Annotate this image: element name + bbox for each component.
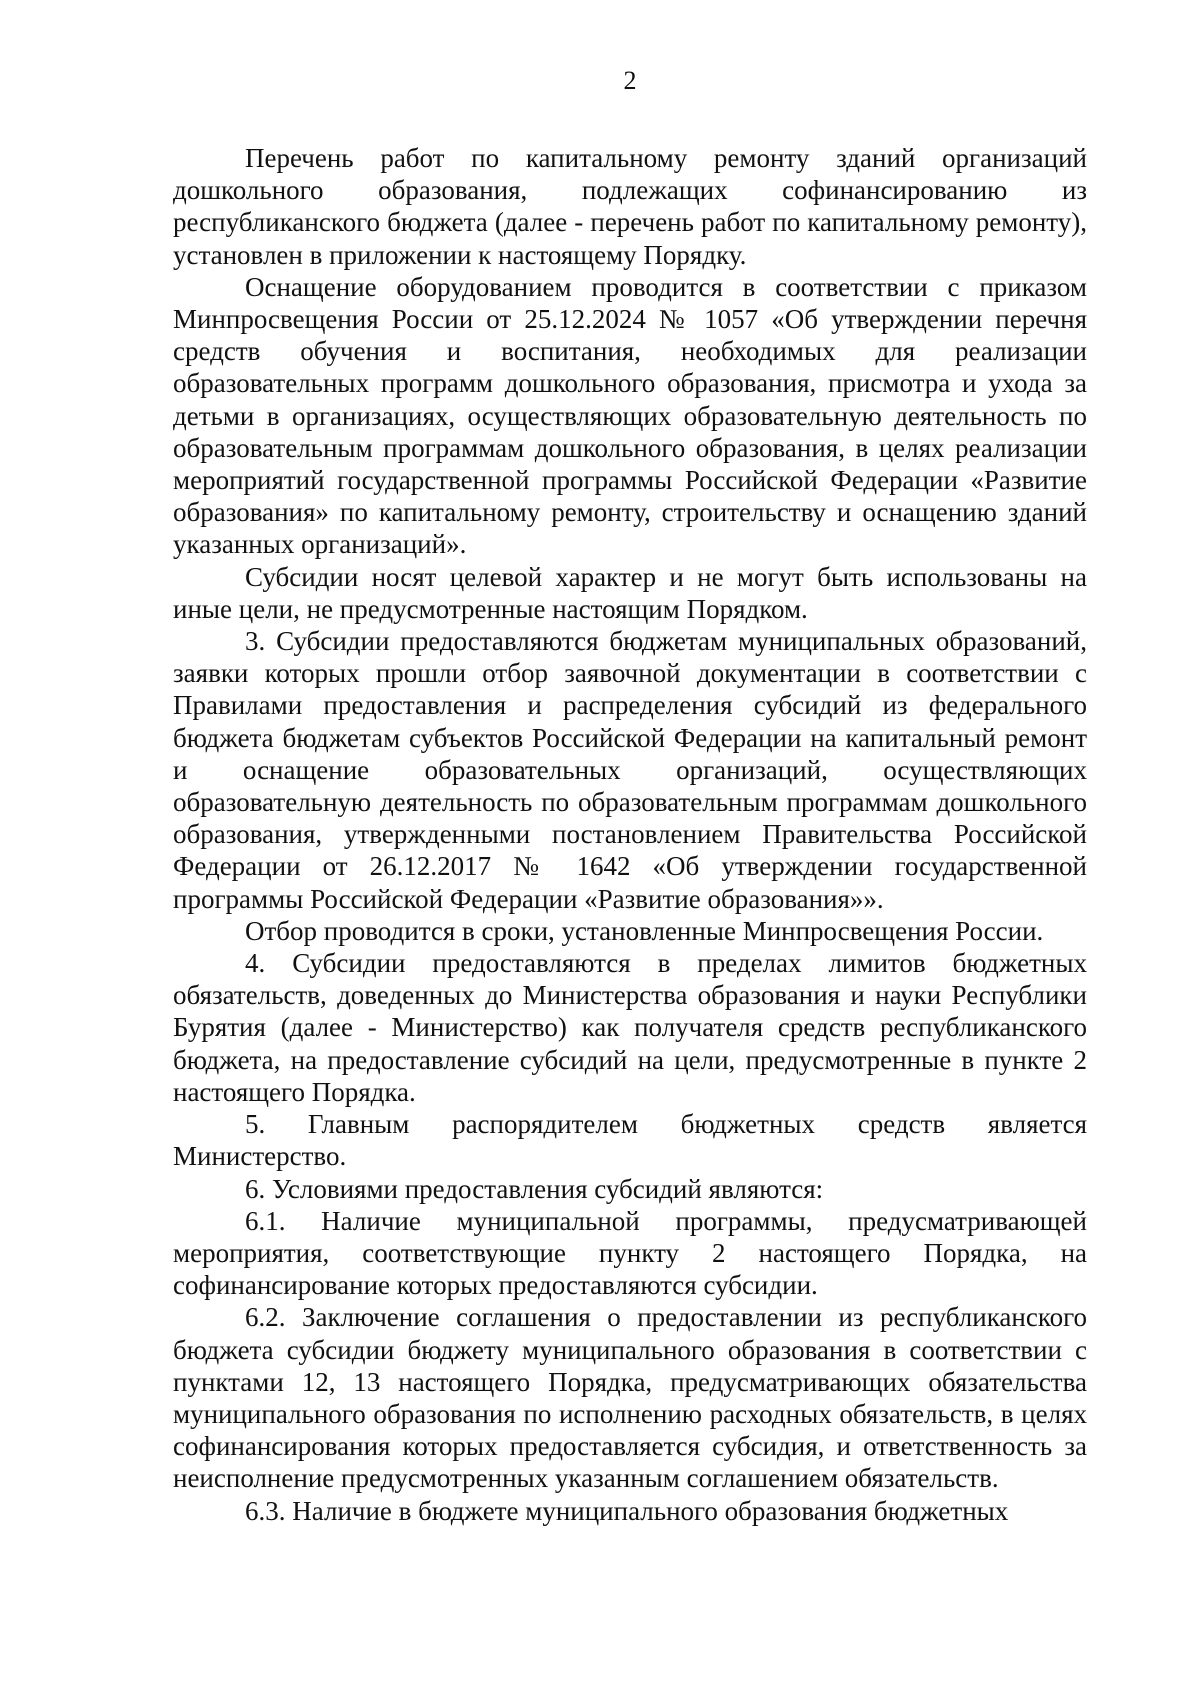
paragraph-equipment: Оснащение оборудованием проводится в соответствии с приказом Минпросвещения России от 25.12.2024 № 1057 «Об утверждении перечня средств обучения и воспитания, необходимых для реализации образовательных программ дошкольного образования, присмотра и ухода за детьми в организациях, осуществляющих образовательную деятельность по образовательным программам дошкольного образования, в целях реализации мероприятий государственной программы Российской Федерации «Развитие образования» по капитальному ремонту, строительству и оснащению зданий указанных организаций». bbox=[173, 271, 1087, 560]
paragraph-item-6-2: 6.2. Заключение соглашения о предоставлении из республиканского бюджета субсидии бюджету муниципального образования в соответствии с пунктами 12, 13 настоящего Порядка, предусматривающих обязательства муниципального образования по исполнению расходных обязательств, в целях софинансирования которых предоставляется субсидия, и ответственность за неисполнение предусмотренных указанным соглашением обязательств. bbox=[173, 1302, 1087, 1494]
paragraph-item-6-1: 6.1. Наличие муниципальной программы, предусматривающей мероприятия, соответствующие пункту 2 настоящего Порядка, на софинансирование которых предоставляются субсидии. bbox=[173, 1205, 1087, 1301]
paragraph-item-6-3: 6.3. Наличие в бюджете муниципального образования бюджетных bbox=[245, 1495, 1009, 1526]
paragraph-capital-repair-list: Перечень работ по капитальному ремонту зданий организаций дошкольного образования, подлежащих софинансированию из республиканского бюджета (далее - перечень работ по капитальному ремонту), установлен в приложении к настоящему Порядку. bbox=[173, 143, 1087, 270]
paragraph-item-3: 3. Субсидии предоставляются бюджетам муниципальных образований, заявки которых прошли отбор заявочной документации в соответствии с Правилами предоставления и распределения субсидий из федерального бюджета бюджетам субъектов Российской Федерации на капитальный ремонт и оснащение образовательных организаций, осуществляющих образовательную деятельность по образовательным программам дошкольного образования, утвержденными постановлением Правительства Российской Федерации от 26.12.2017 № 1642 «Об утверждении государственной программы Российской Федерации «Развитие образования»». bbox=[173, 626, 1087, 914]
page-number: 2 bbox=[623, 66, 637, 95]
document-body bbox=[173, 142, 1087, 1527]
paragraph-selection-dates: Отбор проводится в сроки, установленные Минпросвещения России. bbox=[245, 915, 1044, 946]
paragraph-item-4: 4. Субсидии предоставляются в пределах лимитов бюджетных обязательств, доведенных до Министерства образования и науки Республики Бурятия (далее - Министерство) как получателя средств республиканского бюджета, на предоставление субсидий на цели, предусмотренные в пункте 2 настоящего Порядка. bbox=[173, 948, 1087, 1107]
paragraph-target-use: Субсидии носят целевой характер и не могут быть использованы на иные цели, не предусмотренные настоящим Порядком. bbox=[173, 561, 1087, 624]
paragraph-item-5: 5. Главным распорядителем бюджетных средств является Министерство. bbox=[173, 1109, 1087, 1172]
paragraph-item-6: 6. Условиями предоставления субсидий являются: bbox=[245, 1173, 824, 1204]
